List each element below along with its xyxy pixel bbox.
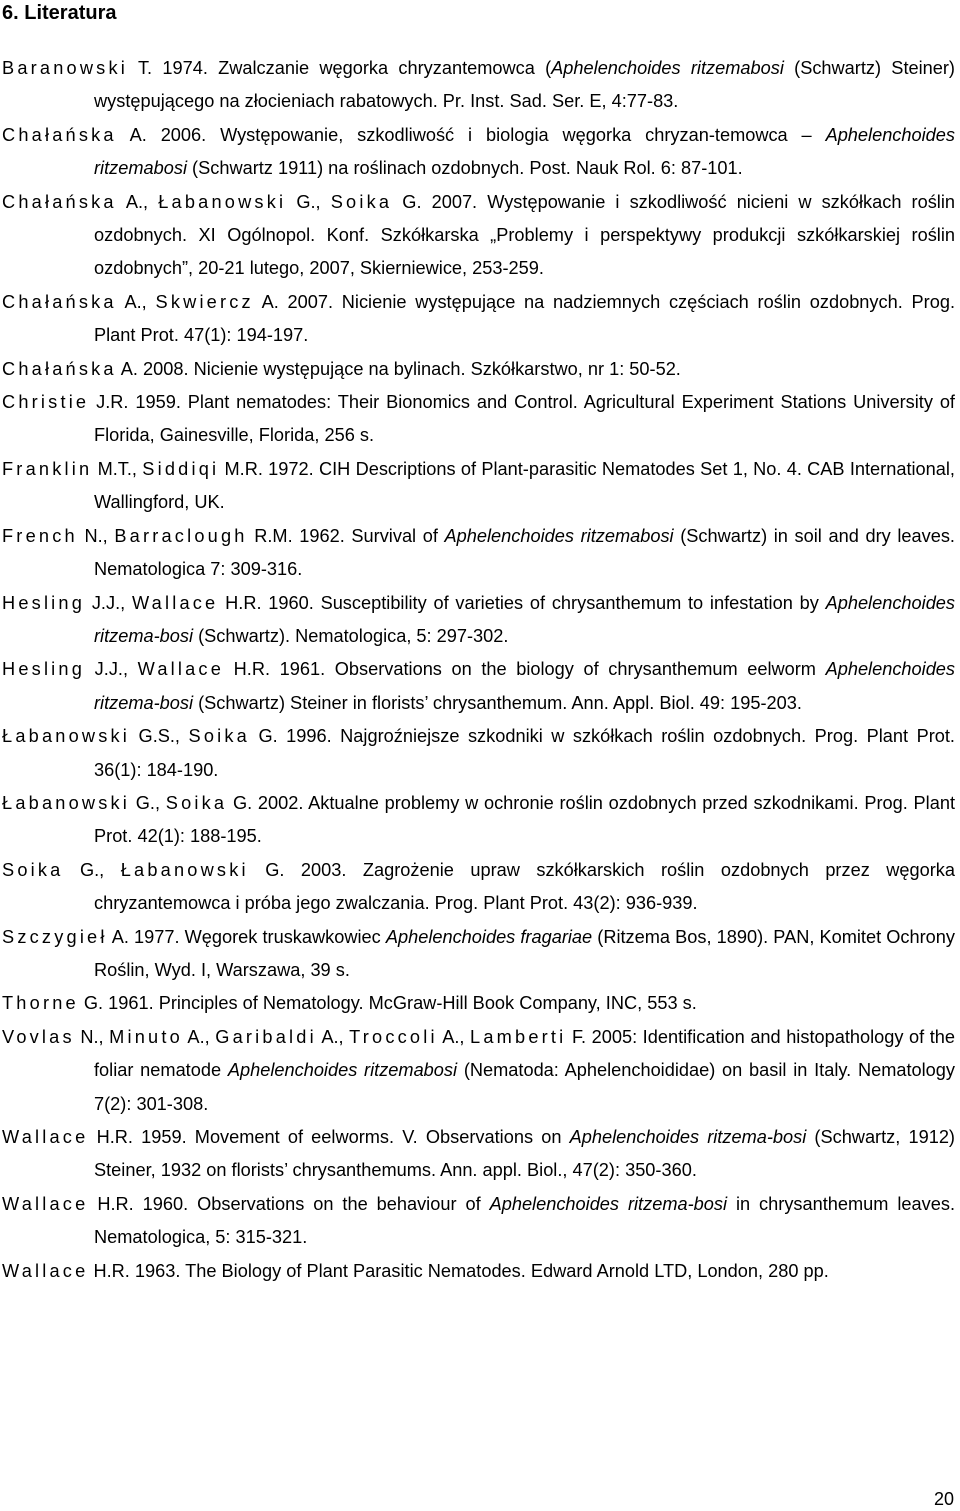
reference-entry bbox=[2, 1188, 955, 1255]
reference-text: G. 2003. Zagrożenie upraw szkółkarskich roślin ozdobnych przez węgorka chryzantemowca i próba jego zwalczania. Prog. Plant Prot. 43(2): 936-939. bbox=[94, 859, 956, 914]
species-name: Aphelenchoides ritzema-bosi bbox=[489, 1193, 728, 1214]
reference-entry bbox=[2, 286, 955, 353]
reference-author: Hesling bbox=[2, 659, 86, 680]
reference-list bbox=[2, 52, 955, 1288]
reference-text: A. 1977. Węgorek truskawkowiec bbox=[107, 926, 386, 947]
reference-author: Franklin bbox=[2, 458, 93, 479]
reference-text: G., bbox=[63, 859, 121, 880]
reference-author: Wallace bbox=[131, 592, 219, 613]
reference-author: Christie bbox=[2, 392, 90, 413]
reference-entry bbox=[2, 854, 955, 921]
reference-author: Soika bbox=[330, 191, 393, 212]
reference-author: Łabanowski bbox=[2, 792, 131, 813]
species-name: Aphelenchoides ritzemabosi bbox=[444, 525, 674, 546]
reference-text: in chrysanthemum leaves. Nematologica, 5: 315-321. bbox=[94, 1193, 956, 1248]
reference-text: (Schwartz). Nematologica, 5: 297-302. bbox=[193, 625, 509, 646]
reference-text: (Schwartz) Steiner in florists’ chrysanthemum. Ann. Appl. Biol. 49: 195-203. bbox=[193, 692, 802, 713]
reference-author: Soika bbox=[165, 792, 228, 813]
reference-text: M.T., bbox=[92, 458, 143, 479]
reference-text: R.M. 1962. Survival of bbox=[247, 525, 445, 546]
species-name: Aphelenchoides ritzema-bosi bbox=[94, 659, 956, 713]
reference-author: Hesling bbox=[2, 592, 86, 613]
reference-text: T. 1974. Zwalczanie węgorka chryzantemowca ( bbox=[128, 58, 552, 78]
reference-author: Łabanowski bbox=[120, 859, 249, 880]
reference-text: H.R. 1963. The Biology of Plant Parasitic Nematodes. Edward Arnold LTD, London, 280 pp. bbox=[88, 1260, 829, 1281]
species-name: Aphelenchoides ritzema-bosi bbox=[569, 1127, 807, 1147]
reference-author: Wallace bbox=[2, 1127, 89, 1147]
reference-entry bbox=[2, 1021, 955, 1121]
reference-text: H.R. 1960. Susceptibility of varieties of chrysanthemum to infestation by bbox=[218, 592, 826, 613]
reference-text: H.R. 1960. Observations on the behaviour of bbox=[88, 1193, 490, 1214]
reference-text: A., bbox=[316, 1026, 350, 1047]
reference-text: N., bbox=[74, 1026, 110, 1047]
reference-author: Skwiercz bbox=[155, 291, 254, 312]
species-name: Aphelenchoides ritzemabosi bbox=[94, 124, 955, 179]
reference-author: French bbox=[2, 525, 78, 546]
reference-entry bbox=[2, 653, 955, 720]
section-heading: 6. Literatura bbox=[2, 2, 117, 24]
reference-text: (Schwartz) in soil and dry leaves. Nematologica 7: 309-316. bbox=[94, 525, 955, 580]
reference-author: Chałańska bbox=[2, 191, 117, 212]
reference-author: Wallace bbox=[2, 1260, 89, 1281]
reference-entry bbox=[2, 386, 955, 453]
reference-text: A. 2008. Nicienie występujące na bylinach. Szkółkarstwo, nr 1: 50-52. bbox=[116, 358, 681, 379]
species-name: Aphelenchoides ritzema-bosi bbox=[94, 592, 956, 646]
reference-author: Szczygieł bbox=[2, 926, 108, 947]
reference-author: Chałańska bbox=[2, 124, 117, 145]
reference-text: J.J., bbox=[85, 592, 132, 613]
reference-author: Soika bbox=[188, 726, 250, 747]
reference-text: A., bbox=[116, 191, 159, 212]
reference-author: Minuto bbox=[109, 1026, 183, 1047]
species-name: Aphelenchoides fragariae bbox=[385, 926, 593, 947]
reference-author: Chałańska bbox=[2, 291, 117, 312]
reference-entry bbox=[2, 987, 955, 1020]
species-name: Aphelenchoides ritzemabosi bbox=[227, 1060, 458, 1081]
reference-author: Łabanowski bbox=[2, 726, 131, 747]
reference-text: F. 2005: Identification and histopathology of the foliar nematode bbox=[94, 1026, 956, 1081]
reference-author: Wallace bbox=[2, 1193, 89, 1214]
reference-entry bbox=[2, 52, 955, 119]
reference-author: Baranowski bbox=[2, 58, 129, 78]
reference-text: (Schwartz, 1912) Steiner, 1932 on florists’ chrysanthemums. Ann. appl. Biol., 47(2): 350-360. bbox=[94, 1127, 955, 1181]
reference-entry bbox=[2, 186, 955, 286]
reference-text: G. 2002. Aktualne problemy w ochronie roślin ozdobnych przed szkodnikami. Prog. Plant Prot. 42(1): 188-195. bbox=[94, 792, 955, 847]
reference-author: Lamberti bbox=[470, 1026, 567, 1047]
reference-text: G. 1961. Principles of Nematology. McGraw-Hill Book Company, INC, 553 s. bbox=[78, 993, 697, 1014]
reference-text: A., bbox=[437, 1026, 471, 1047]
reference-entry bbox=[2, 1255, 955, 1288]
reference-text: J.J., bbox=[85, 659, 138, 680]
reference-text: N., bbox=[77, 525, 115, 546]
reference-text: (Ritzema Bos, 1890). PAN, Komitet Ochrony Roślin, Wyd. I, Warszawa, 39 s. bbox=[94, 926, 955, 980]
reference-entry bbox=[2, 587, 955, 654]
reference-text: H.R. 1959. Movement of eelworms. V. Observations on bbox=[88, 1127, 570, 1147]
reference-entry bbox=[2, 353, 955, 386]
reference-entry bbox=[2, 787, 955, 854]
species-name: Aphelenchoides ritzemabosi bbox=[551, 58, 784, 78]
reference-text: J.R. 1959. Plant nematodes: Their Bionomics and Control. Agricultural Experiment Stations University of Florida, Gainesville, Florida, 256 s. bbox=[89, 392, 955, 446]
reference-entry bbox=[2, 921, 955, 988]
page-number: 20 bbox=[933, 1489, 954, 1509]
reference-author: Troccoli bbox=[349, 1026, 438, 1047]
reference-author: Wallace bbox=[137, 659, 225, 680]
reference-text: (Nematoda: Aphelenchoididae) on basil in Italy. Nematology 7(2): 301-308. bbox=[94, 1060, 956, 1114]
reference-entry bbox=[2, 1121, 955, 1188]
reference-entry bbox=[2, 720, 955, 787]
reference-author: Barraclough bbox=[114, 525, 248, 546]
reference-entry bbox=[2, 520, 955, 587]
reference-text: M.R. 1972. CIH Descriptions of Plant-parasitic Nematodes Set 1, No. 4. CAB International, Wallingford, UK. bbox=[94, 458, 955, 513]
reference-text: A., bbox=[182, 1026, 216, 1047]
reference-text: A. 2006. Występowanie, szkodliwość i biologia węgorka chryzan-temowca – bbox=[116, 124, 826, 145]
reference-author: Vovlas bbox=[2, 1026, 75, 1047]
reference-author: Thorne bbox=[2, 993, 79, 1014]
reference-author: Siddiqi bbox=[142, 458, 220, 479]
reference-author: Garibaldi bbox=[215, 1026, 317, 1047]
reference-entry bbox=[2, 453, 955, 520]
reference-text: A. 2007. Nicienie występujące na nadziemnych częściach roślin ozdobnych. Prog. Plant Prot. 47(1): 194-197. bbox=[94, 291, 955, 346]
reference-author: Łabanowski bbox=[158, 191, 287, 212]
reference-text: G., bbox=[286, 191, 331, 212]
reference-text: G.S., bbox=[130, 726, 189, 747]
reference-text: (Schwartz 1911) na roślinach ozdobnych. Post. Nauk Rol. 6: 87-101. bbox=[187, 158, 743, 179]
reference-text: G. 2007. Występowanie i szkodliwość nicieni w szkółkach roślin ozdobnych. XI Ogólnopol. Konf. Szkółkarska „Problemy i perspektywy produkcji szkółkarskiej roślin ozdobnych”, 20-21 lutego, 2007, Skierniewice, 253-259. bbox=[94, 191, 955, 279]
reference-text: A., bbox=[116, 291, 156, 312]
reference-text: G., bbox=[130, 792, 166, 813]
reference-text: (Schwartz) Steiner) występującego na złocieniach rabatowych. Pr. Inst. Sad. Ser. E, 4:77-83. bbox=[94, 58, 955, 112]
reference-author: Soika bbox=[2, 859, 64, 880]
reference-text: H.R. 1961. Observations on the biology of chrysanthemum eelworm bbox=[224, 659, 826, 680]
reference-author: Chałańska bbox=[2, 358, 117, 379]
reference-entry bbox=[2, 119, 955, 186]
reference-text: G. 1996. Najgroźniejsze szkodniki w szkółkach roślin ozdobnych. Prog. Plant Prot. 36(1): 184-190. bbox=[94, 726, 955, 780]
